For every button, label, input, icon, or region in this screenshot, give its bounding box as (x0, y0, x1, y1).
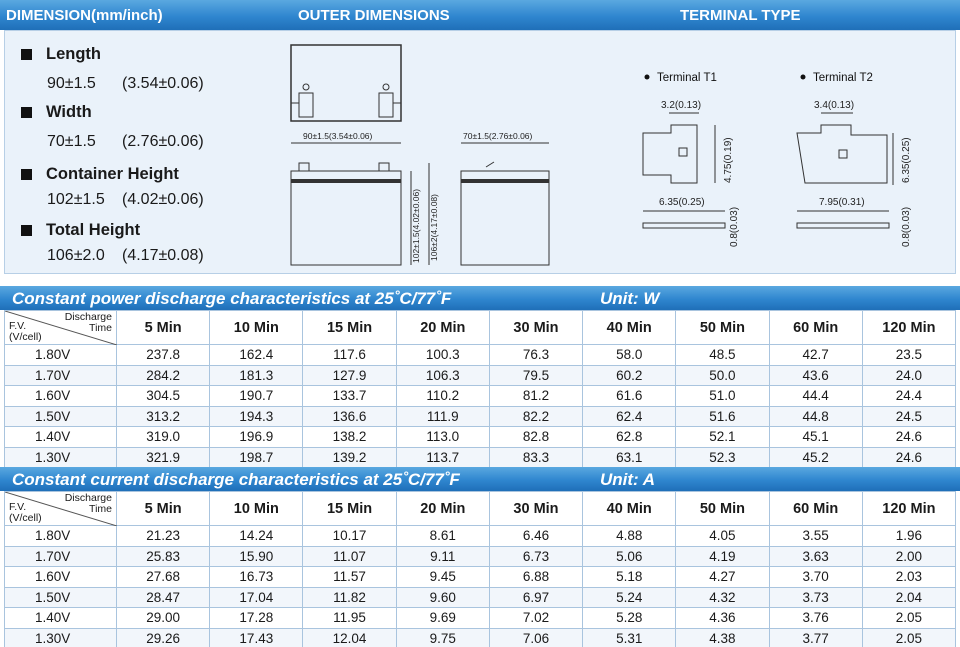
value-cell: 6.97 (489, 587, 582, 608)
terminal-type-heading: TERMINAL TYPE (680, 7, 801, 24)
column-header: 10 Min (210, 492, 303, 526)
value-cell: 2.03 (862, 567, 955, 588)
value-cell: 190.7 (210, 386, 303, 407)
value-cell: 133.7 (303, 386, 396, 407)
value-cell: 136.6 (303, 406, 396, 427)
value-cell: 6.46 (489, 526, 582, 547)
value-cell: 9.69 (396, 608, 489, 629)
value-cell: 51.0 (676, 386, 769, 407)
value-cell: 17.28 (210, 608, 303, 629)
final-voltage-cell: 1.60V (5, 567, 117, 588)
final-voltage-cell: 1.40V (5, 608, 117, 629)
value-cell: 6.88 (489, 567, 582, 588)
t1-height-label: 4.75(0.19) (723, 137, 734, 183)
dimension-inch: (3.54±0.06) (122, 75, 204, 92)
value-cell: 1.96 (862, 526, 955, 547)
value-cell: 11.95 (303, 608, 396, 629)
corner-header (5, 311, 117, 345)
value-cell: 113.0 (396, 427, 489, 448)
value-cell: 100.3 (396, 345, 489, 366)
value-cell: 45.2 (769, 447, 862, 468)
t1-width-label: 3.2(0.13) (661, 100, 702, 111)
value-cell: 8.61 (396, 526, 489, 547)
value-cell: 162.4 (210, 345, 303, 366)
value-cell: 42.7 (769, 345, 862, 366)
table-row (5, 345, 956, 366)
dimension-name: Length (46, 44, 101, 63)
t2-length-label: 7.95(0.31) (819, 197, 865, 208)
discharge-time-label: Discharge Time (64, 492, 112, 515)
value-cell: 111.9 (396, 406, 489, 427)
value-cell: 181.3 (210, 365, 303, 386)
corner-header (5, 492, 117, 526)
dimension-inch: (2.76±0.06) (122, 133, 204, 150)
table-row (5, 406, 956, 427)
final-voltage-cell: 1.80V (5, 526, 117, 547)
column-header: 60 Min (769, 311, 862, 345)
value-cell: 43.6 (769, 365, 862, 386)
bullet-icon (21, 49, 32, 60)
value-cell: 7.06 (489, 628, 582, 647)
dimension-mm: 102±1.5 (47, 191, 105, 208)
value-cell: 24.6 (862, 447, 955, 468)
value-cell: 9.11 (396, 546, 489, 567)
column-header: 5 Min (117, 311, 210, 345)
value-cell: 79.5 (489, 365, 582, 386)
value-cell: 5.18 (583, 567, 676, 588)
value-cell: 2.05 (862, 608, 955, 629)
final-voltage-cell: 1.40V (5, 427, 117, 448)
front-width-label: 90±1.5(3.54±0.06) (303, 131, 373, 141)
column-header: 15 Min (303, 492, 396, 526)
value-cell: 11.57 (303, 567, 396, 588)
column-header: 5 Min (117, 492, 210, 526)
bullet-icon (21, 169, 32, 180)
value-cell: 52.3 (676, 447, 769, 468)
terminal-t2-drawing (797, 72, 912, 247)
column-header: 30 Min (489, 311, 582, 345)
value-cell: 2.04 (862, 587, 955, 608)
t2-height-label: 6.35(0.25) (901, 137, 912, 183)
value-cell: 5.24 (583, 587, 676, 608)
dimension-inch: (4.02±0.06) (122, 191, 204, 208)
final-voltage-cell: 1.50V (5, 406, 117, 427)
value-cell: 139.2 (303, 447, 396, 468)
power-section-header (0, 286, 960, 310)
value-cell: 5.28 (583, 608, 676, 629)
side-view-drawing (461, 131, 549, 265)
column-header: 30 Min (489, 492, 582, 526)
table-row (5, 546, 956, 567)
value-cell: 319.0 (117, 427, 210, 448)
final-voltage-cell: 1.70V (5, 546, 117, 567)
fv-label: F.V. (V/cell) (9, 501, 42, 524)
table-row (5, 608, 956, 629)
dimension-mm: 106±2.0 (47, 247, 105, 264)
column-header: 120 Min (862, 492, 955, 526)
dimension-list (13, 41, 243, 269)
dimension-name: Width (46, 102, 92, 121)
value-cell: 7.02 (489, 608, 582, 629)
bullet-icon (801, 75, 806, 80)
value-cell: 4.27 (676, 567, 769, 588)
value-cell: 82.2 (489, 406, 582, 427)
value-cell: 60.2 (583, 365, 676, 386)
final-voltage-cell: 1.80V (5, 345, 117, 366)
column-header: 50 Min (676, 311, 769, 345)
value-cell: 16.73 (210, 567, 303, 588)
table-row (5, 628, 956, 647)
dimension-total-height (13, 217, 243, 269)
value-cell: 82.8 (489, 427, 582, 448)
dimension-mm: 70±1.5 (47, 133, 96, 150)
value-cell: 321.9 (117, 447, 210, 468)
value-cell: 9.45 (396, 567, 489, 588)
value-cell: 81.2 (489, 386, 582, 407)
value-cell: 3.55 (769, 526, 862, 547)
value-cell: 24.0 (862, 365, 955, 386)
value-cell: 198.7 (210, 447, 303, 468)
value-cell: 50.0 (676, 365, 769, 386)
value-cell: 24.4 (862, 386, 955, 407)
value-cell: 23.5 (862, 345, 955, 366)
value-cell: 45.1 (769, 427, 862, 448)
value-cell: 5.31 (583, 628, 676, 647)
column-header: 60 Min (769, 492, 862, 526)
power-title: Constant power discharge characteristics at 25˚C/77˚F (12, 289, 452, 308)
table-row (5, 526, 956, 547)
column-header: 120 Min (862, 311, 955, 345)
value-cell: 48.5 (676, 345, 769, 366)
value-cell: 25.83 (117, 546, 210, 567)
value-cell: 4.19 (676, 546, 769, 567)
value-cell: 117.6 (303, 345, 396, 366)
value-cell: 284.2 (117, 365, 210, 386)
discharge-time-label: Discharge Time (64, 311, 112, 334)
value-cell: 17.04 (210, 587, 303, 608)
value-cell: 110.2 (396, 386, 489, 407)
value-cell: 51.6 (676, 406, 769, 427)
current-title: Constant current discharge characteristics at 25˚C/77˚F (12, 470, 460, 489)
table-row (5, 587, 956, 608)
header-bar (0, 0, 960, 30)
value-cell: 17.43 (210, 628, 303, 647)
final-voltage-cell: 1.30V (5, 447, 117, 468)
value-cell: 113.7 (396, 447, 489, 468)
value-cell: 3.73 (769, 587, 862, 608)
terminal-t2-label: Terminal T2 (813, 72, 873, 84)
value-cell: 3.63 (769, 546, 862, 567)
value-cell: 14.24 (210, 526, 303, 547)
value-cell: 5.06 (583, 546, 676, 567)
table-row (5, 427, 956, 448)
value-cell: 2.05 (862, 628, 955, 647)
dimension-length (13, 41, 243, 99)
column-header: 20 Min (396, 492, 489, 526)
value-cell: 11.82 (303, 587, 396, 608)
column-header: 40 Min (583, 311, 676, 345)
value-cell: 3.70 (769, 567, 862, 588)
value-cell: 62.4 (583, 406, 676, 427)
column-header: 15 Min (303, 311, 396, 345)
fv-label: F.V. (V/cell) (9, 320, 42, 343)
table-row (5, 386, 956, 407)
dimension-mm: 90±1.5 (47, 75, 96, 92)
current-section-header (0, 467, 960, 491)
value-cell: 63.1 (583, 447, 676, 468)
power-unit: Unit: W (600, 289, 660, 308)
value-cell: 9.75 (396, 628, 489, 647)
value-cell: 44.4 (769, 386, 862, 407)
value-cell: 44.8 (769, 406, 862, 427)
table-row (5, 447, 956, 468)
value-cell: 27.68 (117, 567, 210, 588)
value-cell: 138.2 (303, 427, 396, 448)
value-cell: 4.32 (676, 587, 769, 608)
value-cell: 304.5 (117, 386, 210, 407)
value-cell: 3.76 (769, 608, 862, 629)
bullet-icon (21, 107, 32, 118)
table-row (5, 365, 956, 386)
power-table (4, 310, 956, 468)
value-cell: 194.3 (210, 406, 303, 427)
value-cell: 127.9 (303, 365, 396, 386)
dimension-container-height (13, 161, 243, 217)
column-header: 20 Min (396, 311, 489, 345)
value-cell: 24.5 (862, 406, 955, 427)
value-cell: 9.60 (396, 587, 489, 608)
dimension-heading: DIMENSION(mm/inch) (6, 7, 163, 24)
value-cell: 76.3 (489, 345, 582, 366)
column-header: 50 Min (676, 492, 769, 526)
value-cell: 313.2 (117, 406, 210, 427)
side-width-label: 70±1.5(2.76±0.06) (463, 131, 533, 141)
value-cell: 11.07 (303, 546, 396, 567)
final-voltage-cell: 1.70V (5, 365, 117, 386)
table-row (5, 567, 956, 588)
value-cell: 2.00 (862, 546, 955, 567)
value-cell: 4.88 (583, 526, 676, 547)
value-cell: 58.0 (583, 345, 676, 366)
value-cell: 52.1 (676, 427, 769, 448)
value-cell: 4.05 (676, 526, 769, 547)
total-height-label: 106±2(4.17±0.08) (429, 194, 439, 261)
outer-dimensions-heading: OUTER DIMENSIONS (298, 7, 450, 24)
t2-width-label: 3.4(0.13) (814, 100, 855, 111)
technical-drawing (281, 33, 951, 273)
value-cell: 21.23 (117, 526, 210, 547)
dimension-width (13, 99, 243, 161)
terminal-t1-drawing (643, 72, 740, 247)
value-cell: 29.00 (117, 608, 210, 629)
dimension-name: Container Height (46, 164, 179, 183)
value-cell: 61.6 (583, 386, 676, 407)
value-cell: 28.47 (117, 587, 210, 608)
value-cell: 15.90 (210, 546, 303, 567)
final-voltage-cell: 1.30V (5, 628, 117, 647)
container-height-label: 102±1.5(4.02±0.06) (411, 188, 421, 263)
value-cell: 6.73 (489, 546, 582, 567)
t2-thickness-label: 0.8(0.03) (901, 206, 912, 247)
final-voltage-cell: 1.50V (5, 587, 117, 608)
value-cell: 3.77 (769, 628, 862, 647)
current-unit: Unit: A (600, 470, 656, 489)
value-cell: 12.04 (303, 628, 396, 647)
t1-thickness-label: 0.8(0.03) (729, 206, 740, 247)
top-view-drawing (291, 45, 401, 121)
final-voltage-cell: 1.60V (5, 386, 117, 407)
value-cell: 10.17 (303, 526, 396, 547)
dimension-panel (4, 30, 956, 274)
t1-length-label: 6.35(0.25) (659, 197, 705, 208)
value-cell: 83.3 (489, 447, 582, 468)
value-cell: 29.26 (117, 628, 210, 647)
value-cell: 4.36 (676, 608, 769, 629)
front-view-drawing (291, 131, 439, 265)
value-cell: 237.8 (117, 345, 210, 366)
bullet-icon (645, 75, 650, 80)
dimension-name: Total Height (46, 220, 141, 239)
value-cell: 196.9 (210, 427, 303, 448)
bullet-icon (21, 225, 32, 236)
value-cell: 106.3 (396, 365, 489, 386)
dimension-inch: (4.17±0.08) (122, 247, 204, 264)
current-table (4, 491, 956, 647)
value-cell: 24.6 (862, 427, 955, 448)
column-header: 40 Min (583, 492, 676, 526)
value-cell: 4.38 (676, 628, 769, 647)
value-cell: 62.8 (583, 427, 676, 448)
column-header: 10 Min (210, 311, 303, 345)
terminal-t1-label: Terminal T1 (657, 72, 717, 84)
